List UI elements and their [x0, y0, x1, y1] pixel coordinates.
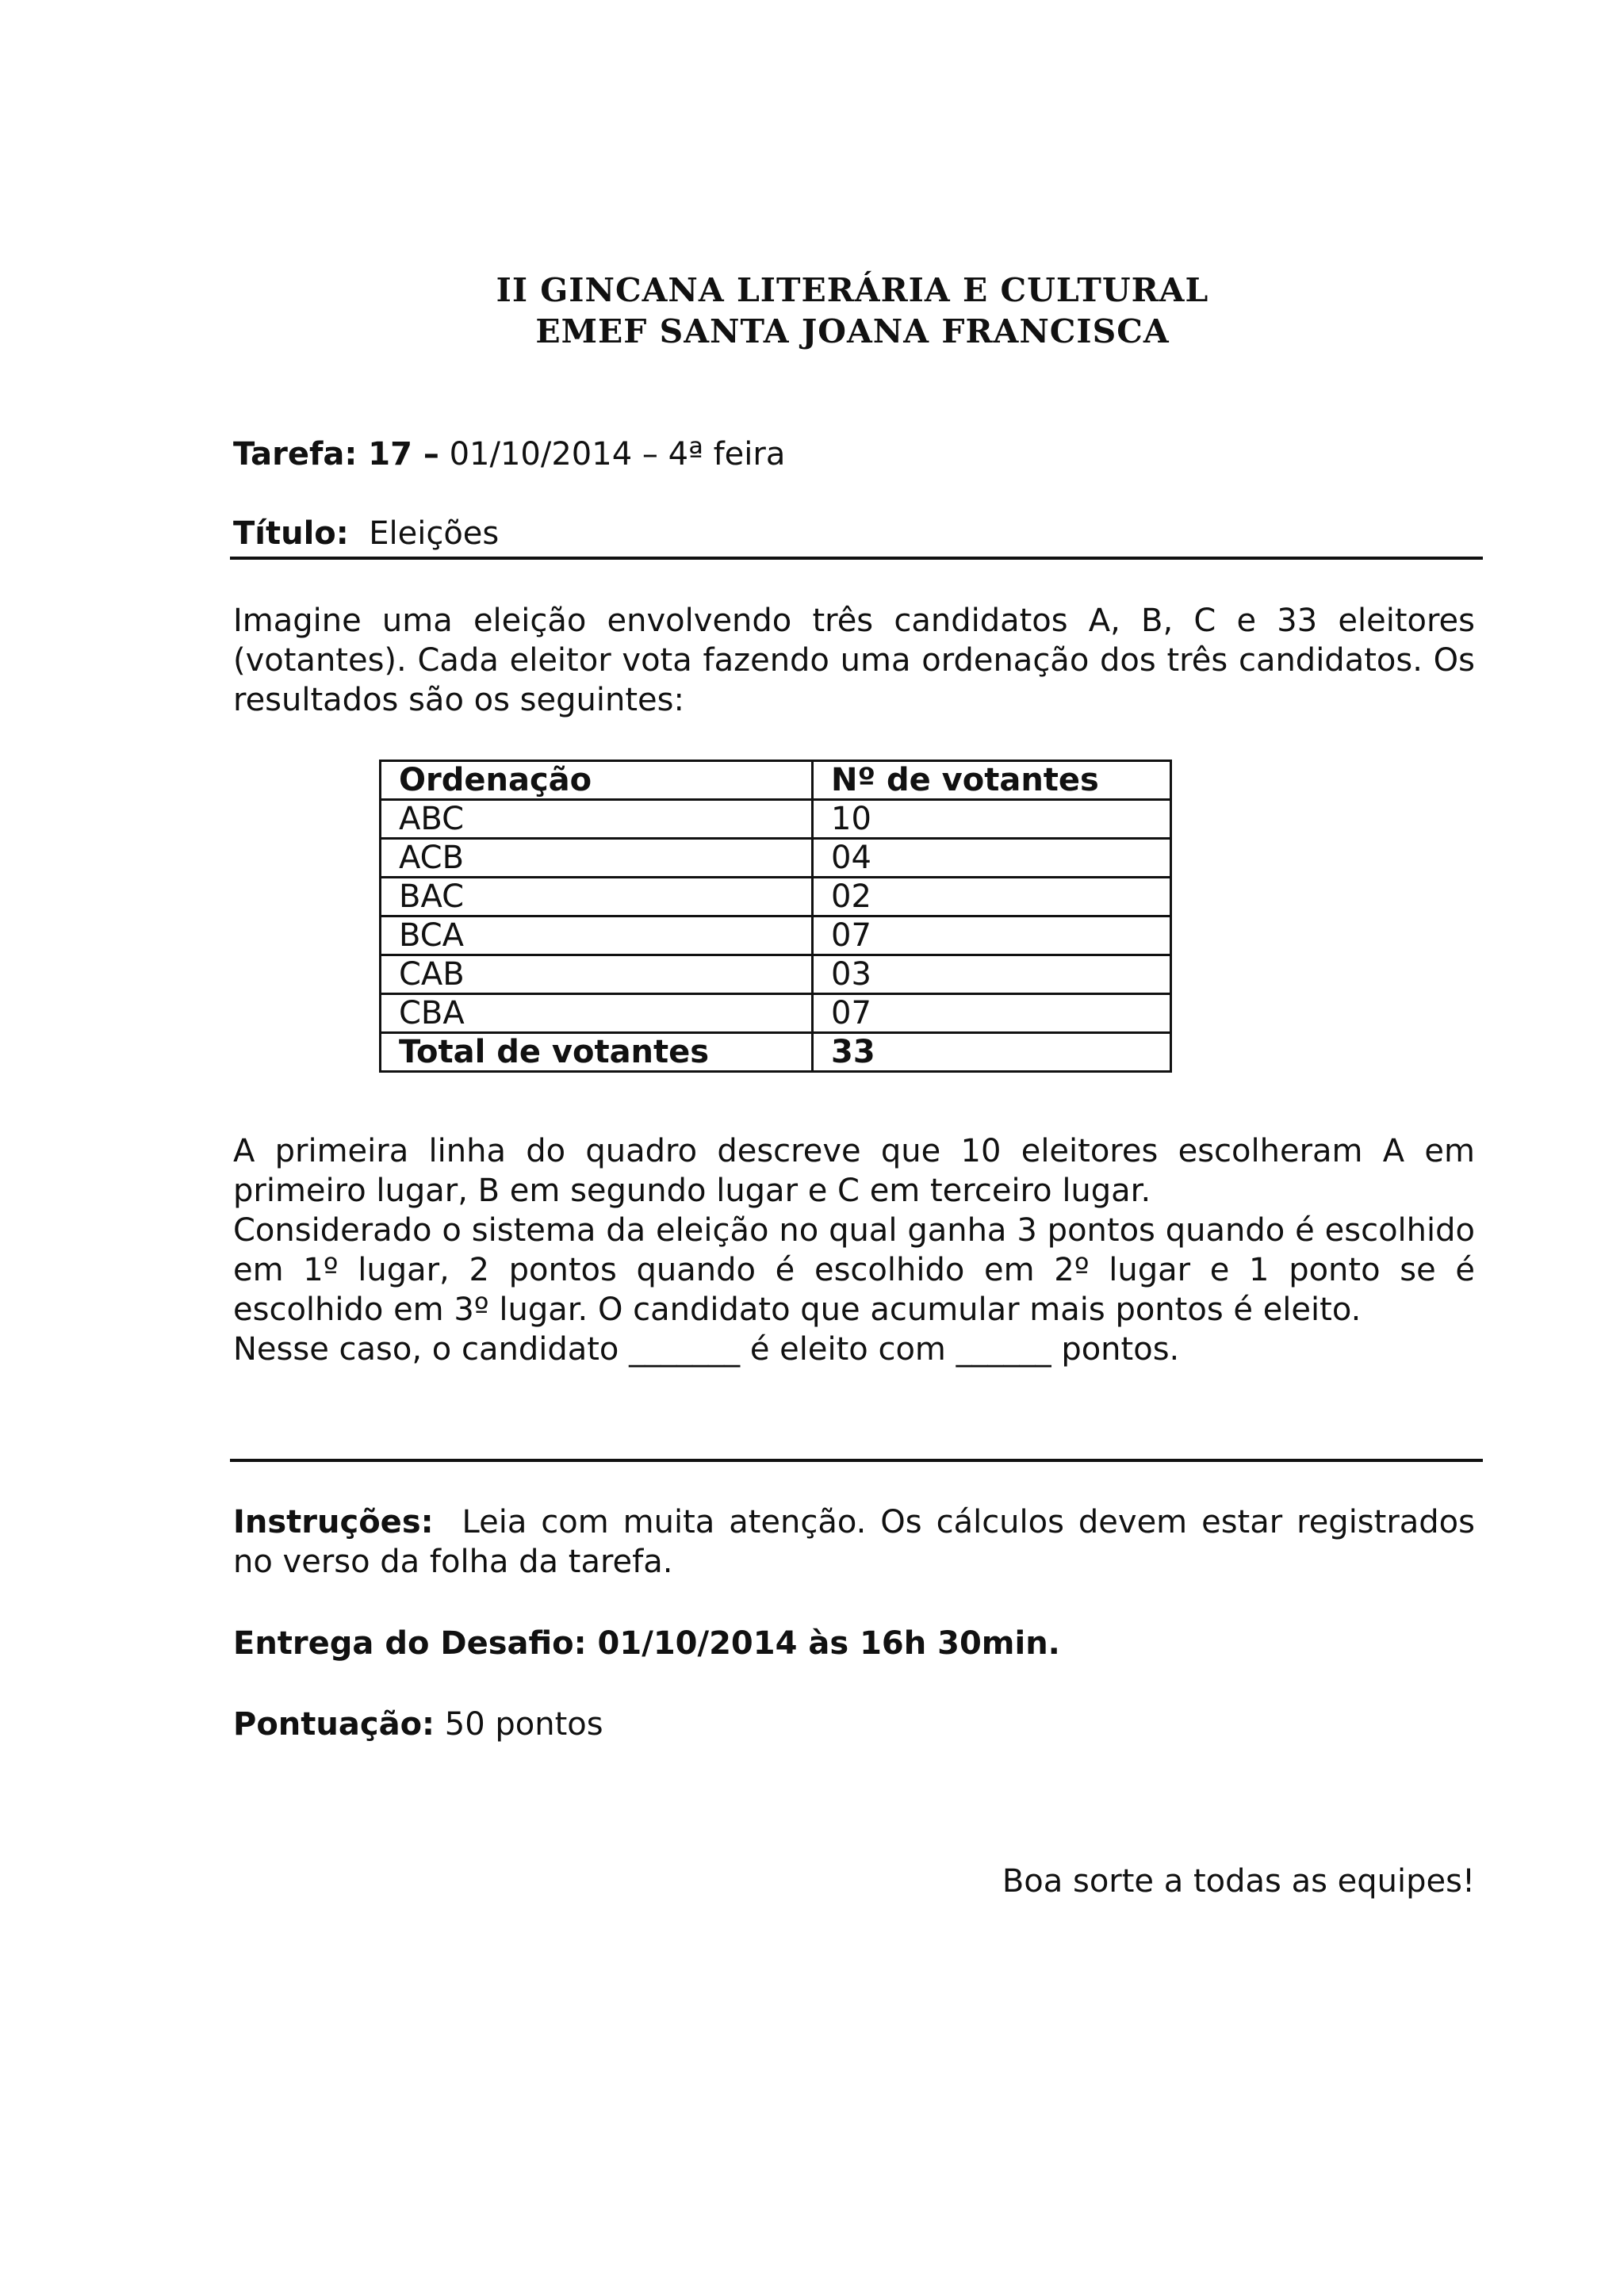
- header-line-1: II GINCANA LITERÁRIA E CULTURAL: [496, 271, 1209, 309]
- table-cell-voters: 02: [813, 878, 1171, 916]
- body-paragraph-1: A primeira linha do quadro descreve que 10 eleitores escolheram A em primeiro lugar, B em segundo lugar e C em terceiro lugar.: [233, 1133, 1475, 1209]
- score-line: [233, 1705, 603, 1744]
- header-line-2: EMEF SANTA JOANA FRANCISCA: [535, 312, 1170, 350]
- table-cell-voters: 04: [813, 839, 1171, 878]
- table-row: [381, 839, 1171, 878]
- table-row: [381, 878, 1171, 916]
- divider-bottom: [230, 1459, 1483, 1462]
- table-cell-ordering: ABC: [381, 800, 813, 839]
- delivery-line: Entrega do Desafio: 01/10/2014 às 16h 30min.: [233, 1625, 1060, 1662]
- table-total-label: Total de votantes: [381, 1033, 813, 1072]
- intro-text: Imagine uma eleição envolvendo três candidatos A, B, C e 33 eleitores (votantes). Cada eleitor vota fazendo uma ordenação dos três candidatos. Os resultados são os seguintes:: [233, 603, 1475, 718]
- table-cell-voters: 10: [813, 800, 1171, 839]
- table-cell-voters: 07: [813, 916, 1171, 955]
- body-paragraphs: [233, 1131, 1475, 1369]
- table-header-ordering: Ordenação: [381, 761, 813, 800]
- table-row: [381, 916, 1171, 955]
- table-header-row: [381, 761, 1171, 800]
- intro-paragraph: [233, 601, 1475, 720]
- table-row: [381, 800, 1171, 839]
- table-header-voters: Nº de votantes: [813, 761, 1171, 800]
- body-paragraph-3: Nesse caso, o candidato _______ é eleito com ______ pontos.: [233, 1331, 1180, 1368]
- task-line: [233, 434, 785, 474]
- table-total-row: [381, 1033, 1171, 1072]
- instructions-text: Leia com muita atenção. Os cálculos devem estar registrados no verso da folha da tarefa.: [233, 1504, 1475, 1580]
- table-total-value: 33: [813, 1033, 1171, 1072]
- body-paragraph-2: Considerado o sistema da eleição no qual ganha 3 pontos quando é escolhido em 1º lugar, 2 pontos quando é escolhido em 2º lugar e 1 ponto se é escolhido em 3º lugar. O candidato que acumular mais pontos é eleito.: [233, 1212, 1475, 1328]
- title-label: Título:: [233, 515, 349, 552]
- table-row: [381, 994, 1171, 1033]
- votes-table: [379, 760, 1172, 1073]
- instructions-label: Instruções:: [233, 1504, 434, 1540]
- title-value: Eleições: [369, 515, 500, 552]
- table-cell-ordering: CBA: [381, 994, 813, 1033]
- score-value: 50 pontos: [435, 1706, 603, 1743]
- table-cell-ordering: BAC: [381, 878, 813, 916]
- document-header: [0, 270, 1624, 352]
- table-cell-voters: 03: [813, 955, 1171, 994]
- table-cell-ordering: BCA: [381, 916, 813, 955]
- table-cell-ordering: ACB: [381, 839, 813, 878]
- table-cell-ordering: CAB: [381, 955, 813, 994]
- table-cell-voters: 07: [813, 994, 1171, 1033]
- task-label: Tarefa: 17 –: [233, 436, 439, 473]
- divider-top: [230, 557, 1483, 560]
- score-label: Pontuação:: [233, 1706, 435, 1743]
- instructions-paragraph: [233, 1502, 1475, 1582]
- table-row: [381, 955, 1171, 994]
- title-line: [233, 514, 499, 553]
- task-value: 01/10/2014 – 4ª feira: [439, 436, 786, 473]
- closing-message: Boa sorte a todas as equipes!: [1002, 1863, 1475, 1900]
